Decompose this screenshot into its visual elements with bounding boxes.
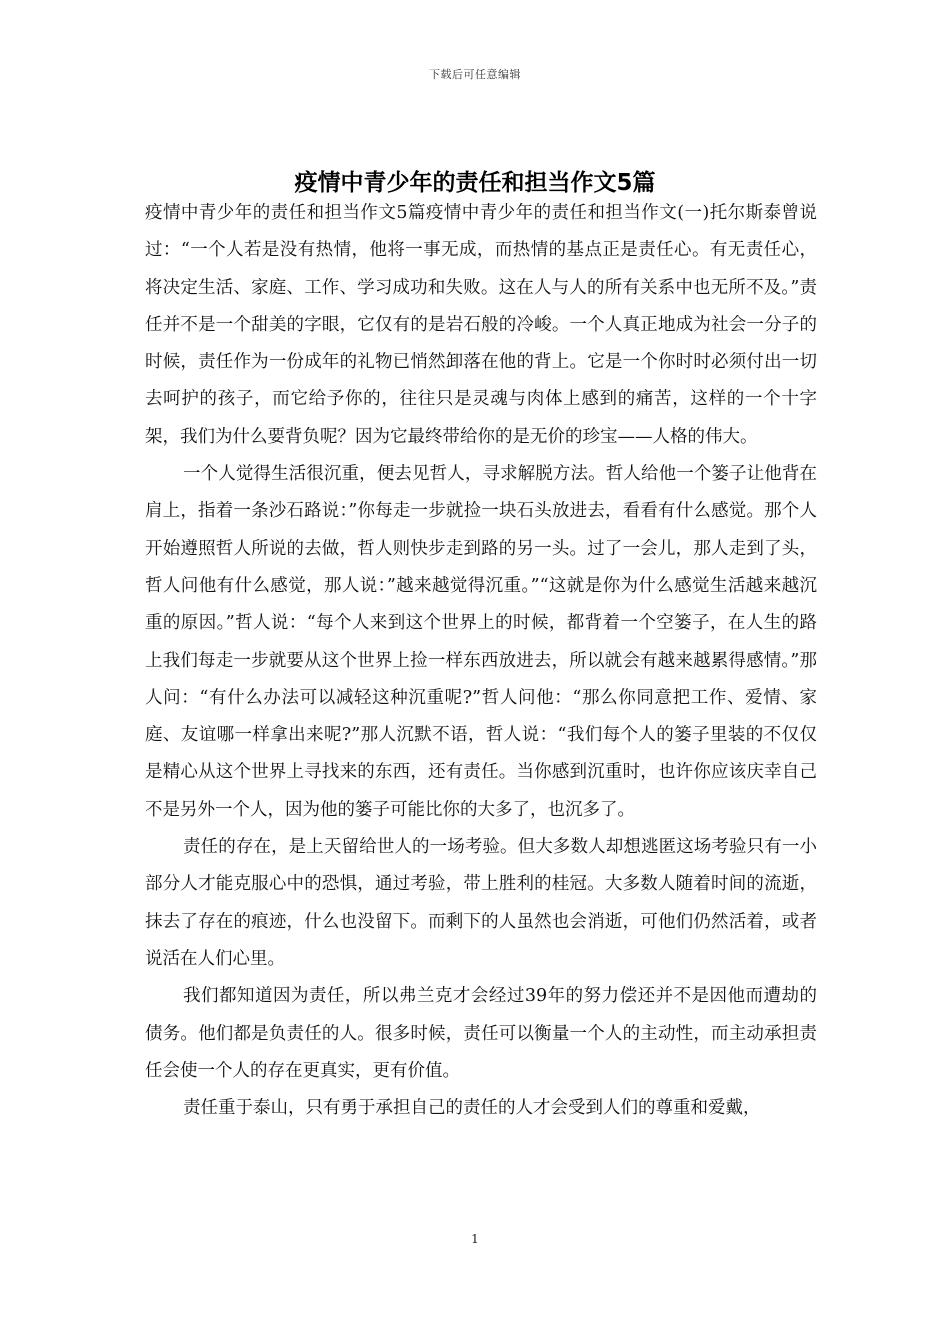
paragraph-2: 一个人觉得生活很沉重，便去见哲人，寻求解脱方法。哲人给他一个篓子让他背在肩上，指着一条沙石路说：”你每走一步就捡一块石头放进去，看看有什么感觉。那个人开始遵照哲人所说的去做，哲人则快步走到路的另一头。过了一会儿，那人走到了头，哲人问他有什么感觉，那人说：”越来越觉得沉重。”“这就是你为什么感觉生活越来越沉重的原因。”哲人说：“每个人来到这个世界上的时候，都背着一个空篓子，在人生的路上我们每走一步就要从这个世界上捡一样东西放进去，所以就会有越来越累得感情。”那人问：“有什么办法可以减轻这种沉重呢?”哲人问他：“那么你同意把工作、爱情、家庭、友谊哪一样拿出来呢?”那人沉默不语，哲人说：“我们每个人的篓子里装的不仅仅是精心从这个世界上寻找来的东西，还有责任。当你感到沉重时，也许你应该庆幸自己不是另外一个人，因为他的篓子可能比你的大多了，也沉多了。	[145, 464, 817, 820]
paragraph-5: 责任重于泰山，只有勇于承担自己的责任的人才会受到人们的尊重和爱戴，	[183, 1098, 761, 1119]
document-title: 疫情中青少年的责任和担当作文5篇	[294, 170, 656, 197]
paragraph-4: 我们都知道因为责任，所以弗兰克才会经过39年的努力偿还并不是因他而遭劫的债务。他们都是负责任的人。很多时候，责任可以衡量一个人的主动性，而主动承担责任会使一个人的存在更真实，更有价值。	[145, 986, 817, 1081]
paragraph-3: 责任的存在，是上天留给世人的一场考验。但大多数人却想逃匿这场考验只有一小部分人才能克服心中的恐惧，通过考验，带上胜利的桂冠。大多数人随着时间的流逝，抹去了存在的痕迹，什么也没留下。而剩下的人虽然也会消逝，可他们仍然活着，或者说活在人们心里。	[145, 837, 817, 969]
page-header-note: 下载后可任意编辑	[429, 68, 521, 81]
document-body	[145, 195, 817, 1127]
page-number: 1	[471, 1232, 479, 1246]
paragraph-1: 疫情中青少年的责任和担当作文5篇疫情中青少年的责任和担当作文(一)托尔斯泰曾说过：“一个人若是没有热情，他将一事无成，而热情的基点正是责任心。有无责任心，将决定生活、家庭、工作、学习成功和失败。这在人与人的所有关系中也无所不及。”责任并不是一个甜美的字眼，它仅有的是岩石般的冷峻。一个人真正地成为社会一分子的时候，责任作为一份成年的礼物已悄然卸落在他的背上。它是一个你时时必须付出一切去呵护的孩子，而它给予你的，往往只是灵魂与肉体上感到的痛苦，这样的一个十字架，我们为什么要背负呢？因为它最终带给你的是无价的珍宝——人格的伟大。	[145, 203, 817, 447]
